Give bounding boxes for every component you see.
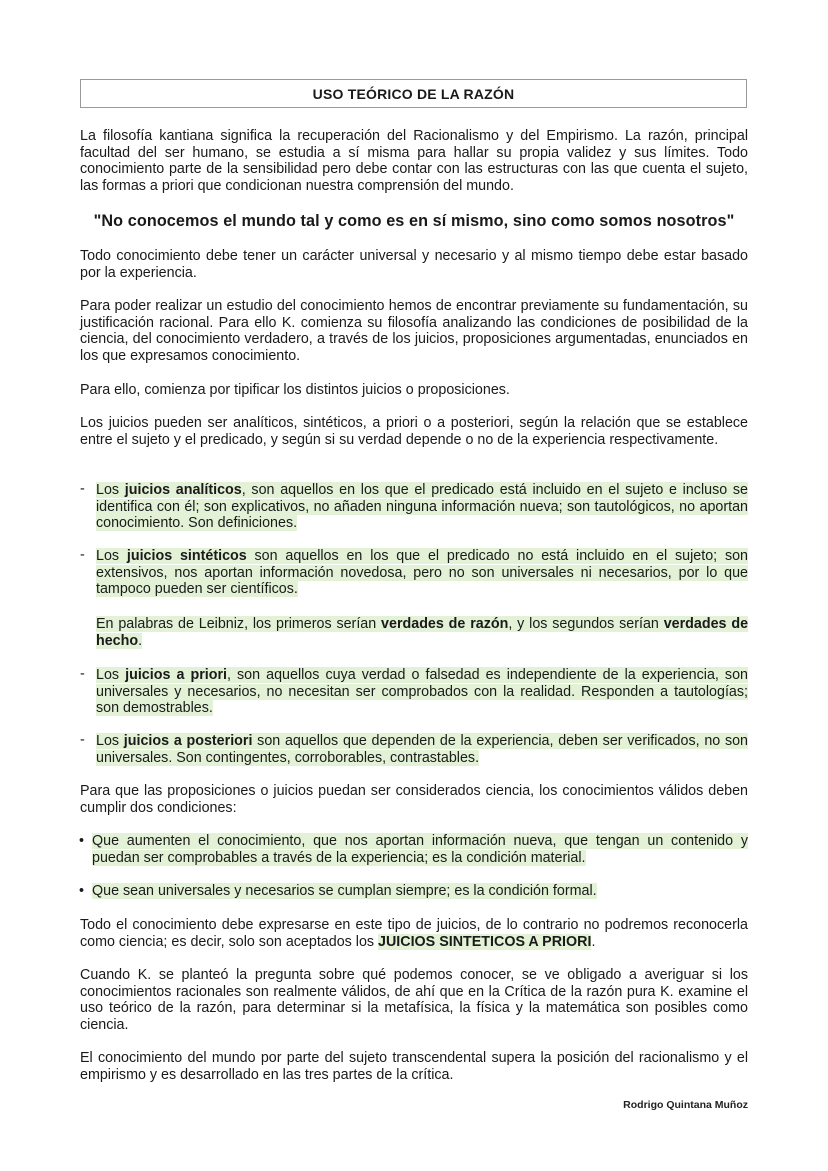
author-signature: Rodrigo Quintana Muñoz bbox=[623, 1099, 748, 1111]
term-truths-of-fact: verdades de hecho bbox=[96, 616, 749, 649]
term-synthetic-a-priori: JUICIOS SINTETICOS A PRIORI bbox=[378, 933, 592, 950]
list-item-synthetic: Los juicios sintéticos son aquellos en los que el predicado no está incluido en el sujeto; son extensivos, nos aportan información novedosa, pero no son universales ni necesarios, por lo que tampoco pueden ser científicos. bbox=[96, 548, 749, 598]
list-item-a-priori: Los juicios a priori, son aquellos cuya verdad o falsedad es independiente de la experiencia, son universales y necesarios, no necesitan ser comprobados con la realidad. Responden a tautologías; son demostrables. bbox=[96, 667, 748, 717]
term-truths-of-reason: verdades de razón bbox=[381, 616, 509, 632]
list-dash-marker: - bbox=[80, 666, 85, 682]
list-item-analytic: Los juicios analíticos, son aquellos en los que el predicado está incluido en el sujeto e incluso se identifica con él; son explicativos, no añaden ninguna información nueva; son tautológicos, no aportan conocimiento. Son definiciones. bbox=[96, 482, 748, 532]
paragraph-universal: Todo conocimiento debe tener un carácter universal y necesario y al mismo tiempo debe estar basado por la experiencia. bbox=[80, 248, 748, 281]
bullet-marker: • bbox=[79, 833, 85, 849]
term-analytic: juicios analíticos bbox=[124, 482, 242, 498]
paragraph-judgment-types: Los juicios pueden ser analíticos, sintéticos, a priori o a posteriori, según la relación que se establece entre el sujeto y el predicado, y según si su verdad depende o no de la experiencia respectivamente. bbox=[80, 415, 748, 448]
condition-material: Que aumenten el conocimiento, que nos aportan información nueva, que tengan un contenido y puedan ser comprobables a través de la experiencia; es la condición material. bbox=[92, 833, 748, 866]
condition-formal: Que sean universales y necesarios se cumplan siempre; es la condición formal. bbox=[92, 883, 597, 899]
list-item-a-posteriori: Los juicios a posteriori son aquellos que dependen de la experiencia, deben ser verificados, no son universales. Son contingentes, corroborables, contrastables. bbox=[96, 733, 748, 766]
intro-paragraph: La filosofía kantiana significa la recuperación del Racionalismo y del Empirismo. La razón, principal facultad del ser humano, se estudia a sí misma para hallar su propia validez y sus límites. Todo conocimiento parte de la sensibilidad pero debe contar con las estructuras con las que cuenta el sujeto, las formas a priori que condicionan nuestra comprensión del mundo. bbox=[80, 128, 748, 194]
paragraph-conditions-intro: Para que las proposiciones o juicios puedan ser considerados ciencia, los conocimientos válidos deben cumplir dos condiciones: bbox=[80, 783, 748, 816]
list-dash-marker: - bbox=[80, 481, 85, 497]
term-a-posteriori: juicios a posteriori bbox=[123, 733, 253, 749]
paragraph-typify: Para ello, comienza por tipificar los distintos juicios o proposiciones. bbox=[80, 382, 510, 398]
term-synthetic: juicios sintéticos bbox=[126, 548, 247, 564]
paragraph-foundation: Para poder realizar un estudio del conocimiento hemos de encontrar previamente su fundamentación, su justificación racional. Para ello K. comienza su filosofía analizando las condiciones de posibilidad de la ciencia, del conocimiento verdadero, a través de los juicios, proposiciones argumentadas, enunciados en los que expresamos conocimiento. bbox=[80, 298, 748, 364]
bullet-marker: • bbox=[79, 883, 85, 899]
paragraph-conclusion: El conocimiento del mundo por parte del sujeto transcendental supera la posición del racionalismo y el empirismo y es desarrollado en las tres partes de la crítica. bbox=[80, 1050, 748, 1083]
paragraph-synthetic-a-priori: Todo el conocimiento debe expresarse en este tipo de juicios, de lo contrario no podremos reconocerla como ciencia; es decir, solo son aceptados los JUICIOS SINTETICOS A PRIORI. bbox=[80, 917, 748, 950]
document-title: USO TEÓRICO DE LA RAZÓN bbox=[80, 79, 747, 108]
term-a-priori: juicios a priori bbox=[125, 667, 227, 683]
list-dash-marker: - bbox=[80, 732, 85, 748]
paragraph-critique: Cuando K. se planteó la pregunta sobre qué podemos conocer, se ve obligado a averiguar si los conocimientos racionales son realmente válidos, de ahí que en la Crítica de la razón pura K. examine el uso teórico de la razón, para determinar si la metafísica, la física y la matemática son posibles como ciencia. bbox=[80, 967, 748, 1033]
kant-quote: "No conocemos el mundo tal y como es en sí mismo, sino como somos nosotros" bbox=[93, 212, 735, 230]
leibniz-paragraph: En palabras de Leibniz, los primeros serían verdades de razón, y los segundos serían verdades de hecho. bbox=[96, 616, 749, 649]
list-dash-marker: - bbox=[80, 547, 85, 563]
